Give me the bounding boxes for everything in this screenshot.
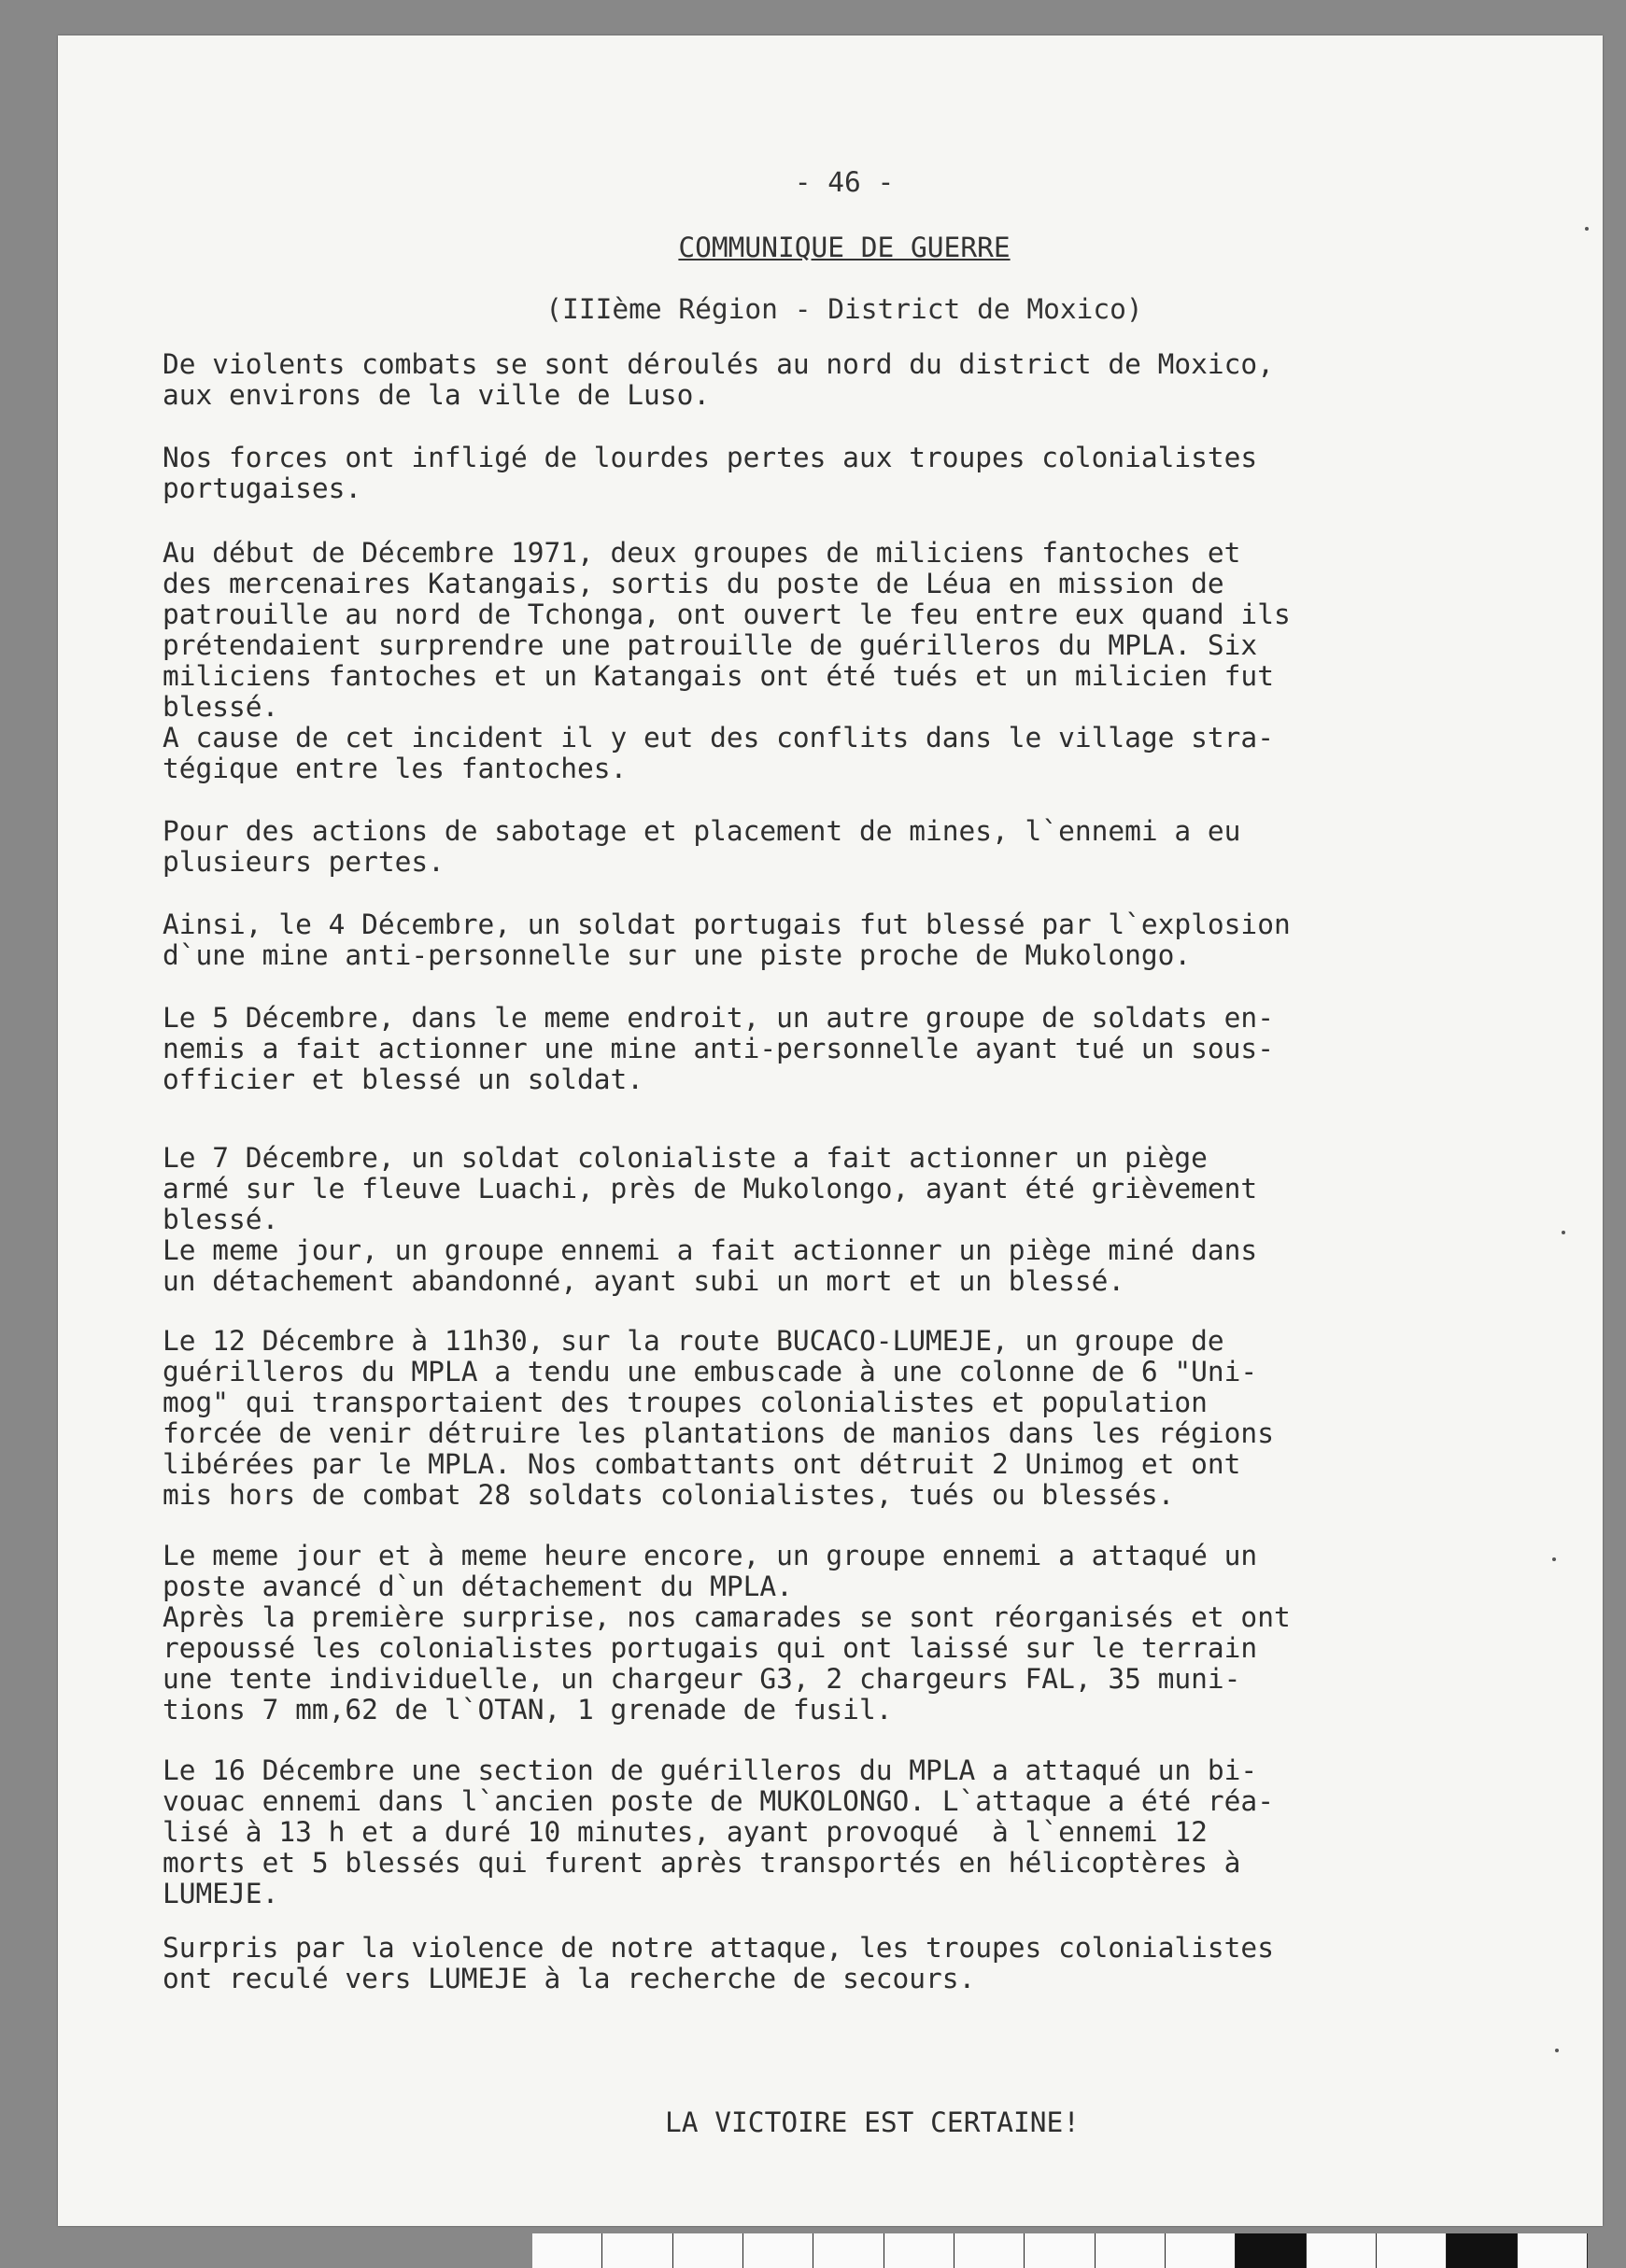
ruler-segment — [602, 2233, 672, 2268]
ruler-segment — [1518, 2233, 1588, 2268]
closing-line: LA VICTOIRE EST CERTAINE! — [665, 2106, 1081, 2138]
ruler-segment — [884, 2233, 954, 2268]
ruler-segment-dark — [1447, 2233, 1517, 2268]
paragraph-7: Le 7 Décembre, un soldat colonialiste a fait actionner un piège armé sur le fleuve Luachi, près de Mukolongo, ayant été grièvement blessé. Le meme jour, un groupe ennemi a fait actionner un piège miné dans un détachement abandonné, ayant subi un mort et un blessé. — [163, 1142, 1258, 1297]
ruler-segment — [1025, 2233, 1095, 2268]
paragraph-3: Au début de Décembre 1971, deux groupes de miliciens fantoches et des mercenaires Katangais, sortis du poste de Léua en mission de patrouille au nord de Tchonga, ont ouvert le feu entre eux quand ils prétendaient surprendre une patrouille de guérilleros du MPLA. Six miliciens fantoches et un Katangais ont été tués et un milicien fut blessé. A cause de cet incident il y eut des conflits dans le village stra- tégique entre les fantoches. — [163, 537, 1291, 784]
document-page — [58, 35, 1603, 2226]
paragraph-8: Le 12 Décembre à 11h30, sur la route BUCACO-LUMEJE, un groupe de guérilleros du MPLA a tendu une embuscade à une colonne de 6 "Uni- mog" qui transportaient des troupes colonialistes et population forcée de venir détruire les plantations de manios dans les régions libérées par le MPLA. Nos combattants ont détruit 2 Unimog et ont mis hors de combat 28 soldats colonialistes, tués ou blessés. — [163, 1325, 1274, 1511]
paragraph-11: Surpris par la violence de notre attaque, les troupes colonialistes ont reculé vers LUMEJE à la recherche de secours. — [163, 1932, 1274, 1994]
paragraph-9: Le meme jour et à meme heure encore, un groupe ennemi a attaqué un poste avancé d`un détachement du MPLA. Après la première surprise, nos camarades se sont réorganisés et ont repoussé les colonialistes portugais qui ont laissé sur le terrain une tente individuelle, un chargeur G3, 2 chargeurs FAL, 35 muni- tions 7 mm,62 de l`OTAN, 1 grenade de fusil. — [163, 1540, 1291, 1726]
paragraph-10: Le 16 Décembre une section de guérilleros du MPLA a attaqué un bi- vouac ennemi dans l`ancien poste de MUKOLONGO. L`attaque a été réa- lisé à 13 h et a duré 10 minutes, ayant provoqué à l`ennemi 12 morts et 5 blessés qui furent après transportés en hélicoptères à LUMEJE. — [163, 1754, 1274, 1909]
ruler-segment — [743, 2233, 813, 2268]
document-subtitle: (IIIème Région - District de Moxico) — [545, 293, 1143, 325]
ruler-segment — [813, 2233, 884, 2268]
paragraph-5: Ainsi, le 4 Décembre, un soldat portugais fut blessé par l`explosion d`une mine anti-personnelle sur une piste proche de Mukolongo. — [163, 909, 1291, 971]
paragraph-2: Nos forces ont infligé de lourdes pertes aux troupes colonialistes portugaises. — [163, 442, 1258, 504]
ruler-segment — [1377, 2233, 1447, 2268]
scan-speck — [1555, 2049, 1559, 2052]
scan-speck — [1562, 1231, 1565, 1234]
ruler-segment — [673, 2233, 743, 2268]
page-number: - 46 - — [794, 166, 895, 198]
scan-speck — [1585, 227, 1589, 231]
ruler-segment-dark — [1236, 2233, 1306, 2268]
color-calibration-ruler — [532, 2233, 1588, 2268]
ruler-segment — [532, 2233, 602, 2268]
ruler-segment — [1166, 2233, 1236, 2268]
paragraph-1: De violents combats se sont déroulés au nord du district de Moxico, aux environs de la ville de Luso. — [163, 348, 1274, 411]
ruler-segment — [954, 2233, 1025, 2268]
paragraph-4: Pour des actions de sabotage et placement de mines, l`ennemi a eu plusieurs pertes. — [163, 815, 1241, 878]
ruler-segment — [1096, 2233, 1166, 2268]
document-title: COMMUNIQUE DE GUERRE — [678, 232, 1011, 263]
scan-speck — [1552, 1557, 1556, 1561]
ruler-segment — [1307, 2233, 1377, 2268]
paragraph-6: Le 5 Décembre, dans le meme endroit, un autre groupe de soldats en- nemis a fait actionner une mine anti-personnelle ayant tué un sous- officier et blessé un soldat. — [163, 1002, 1274, 1095]
